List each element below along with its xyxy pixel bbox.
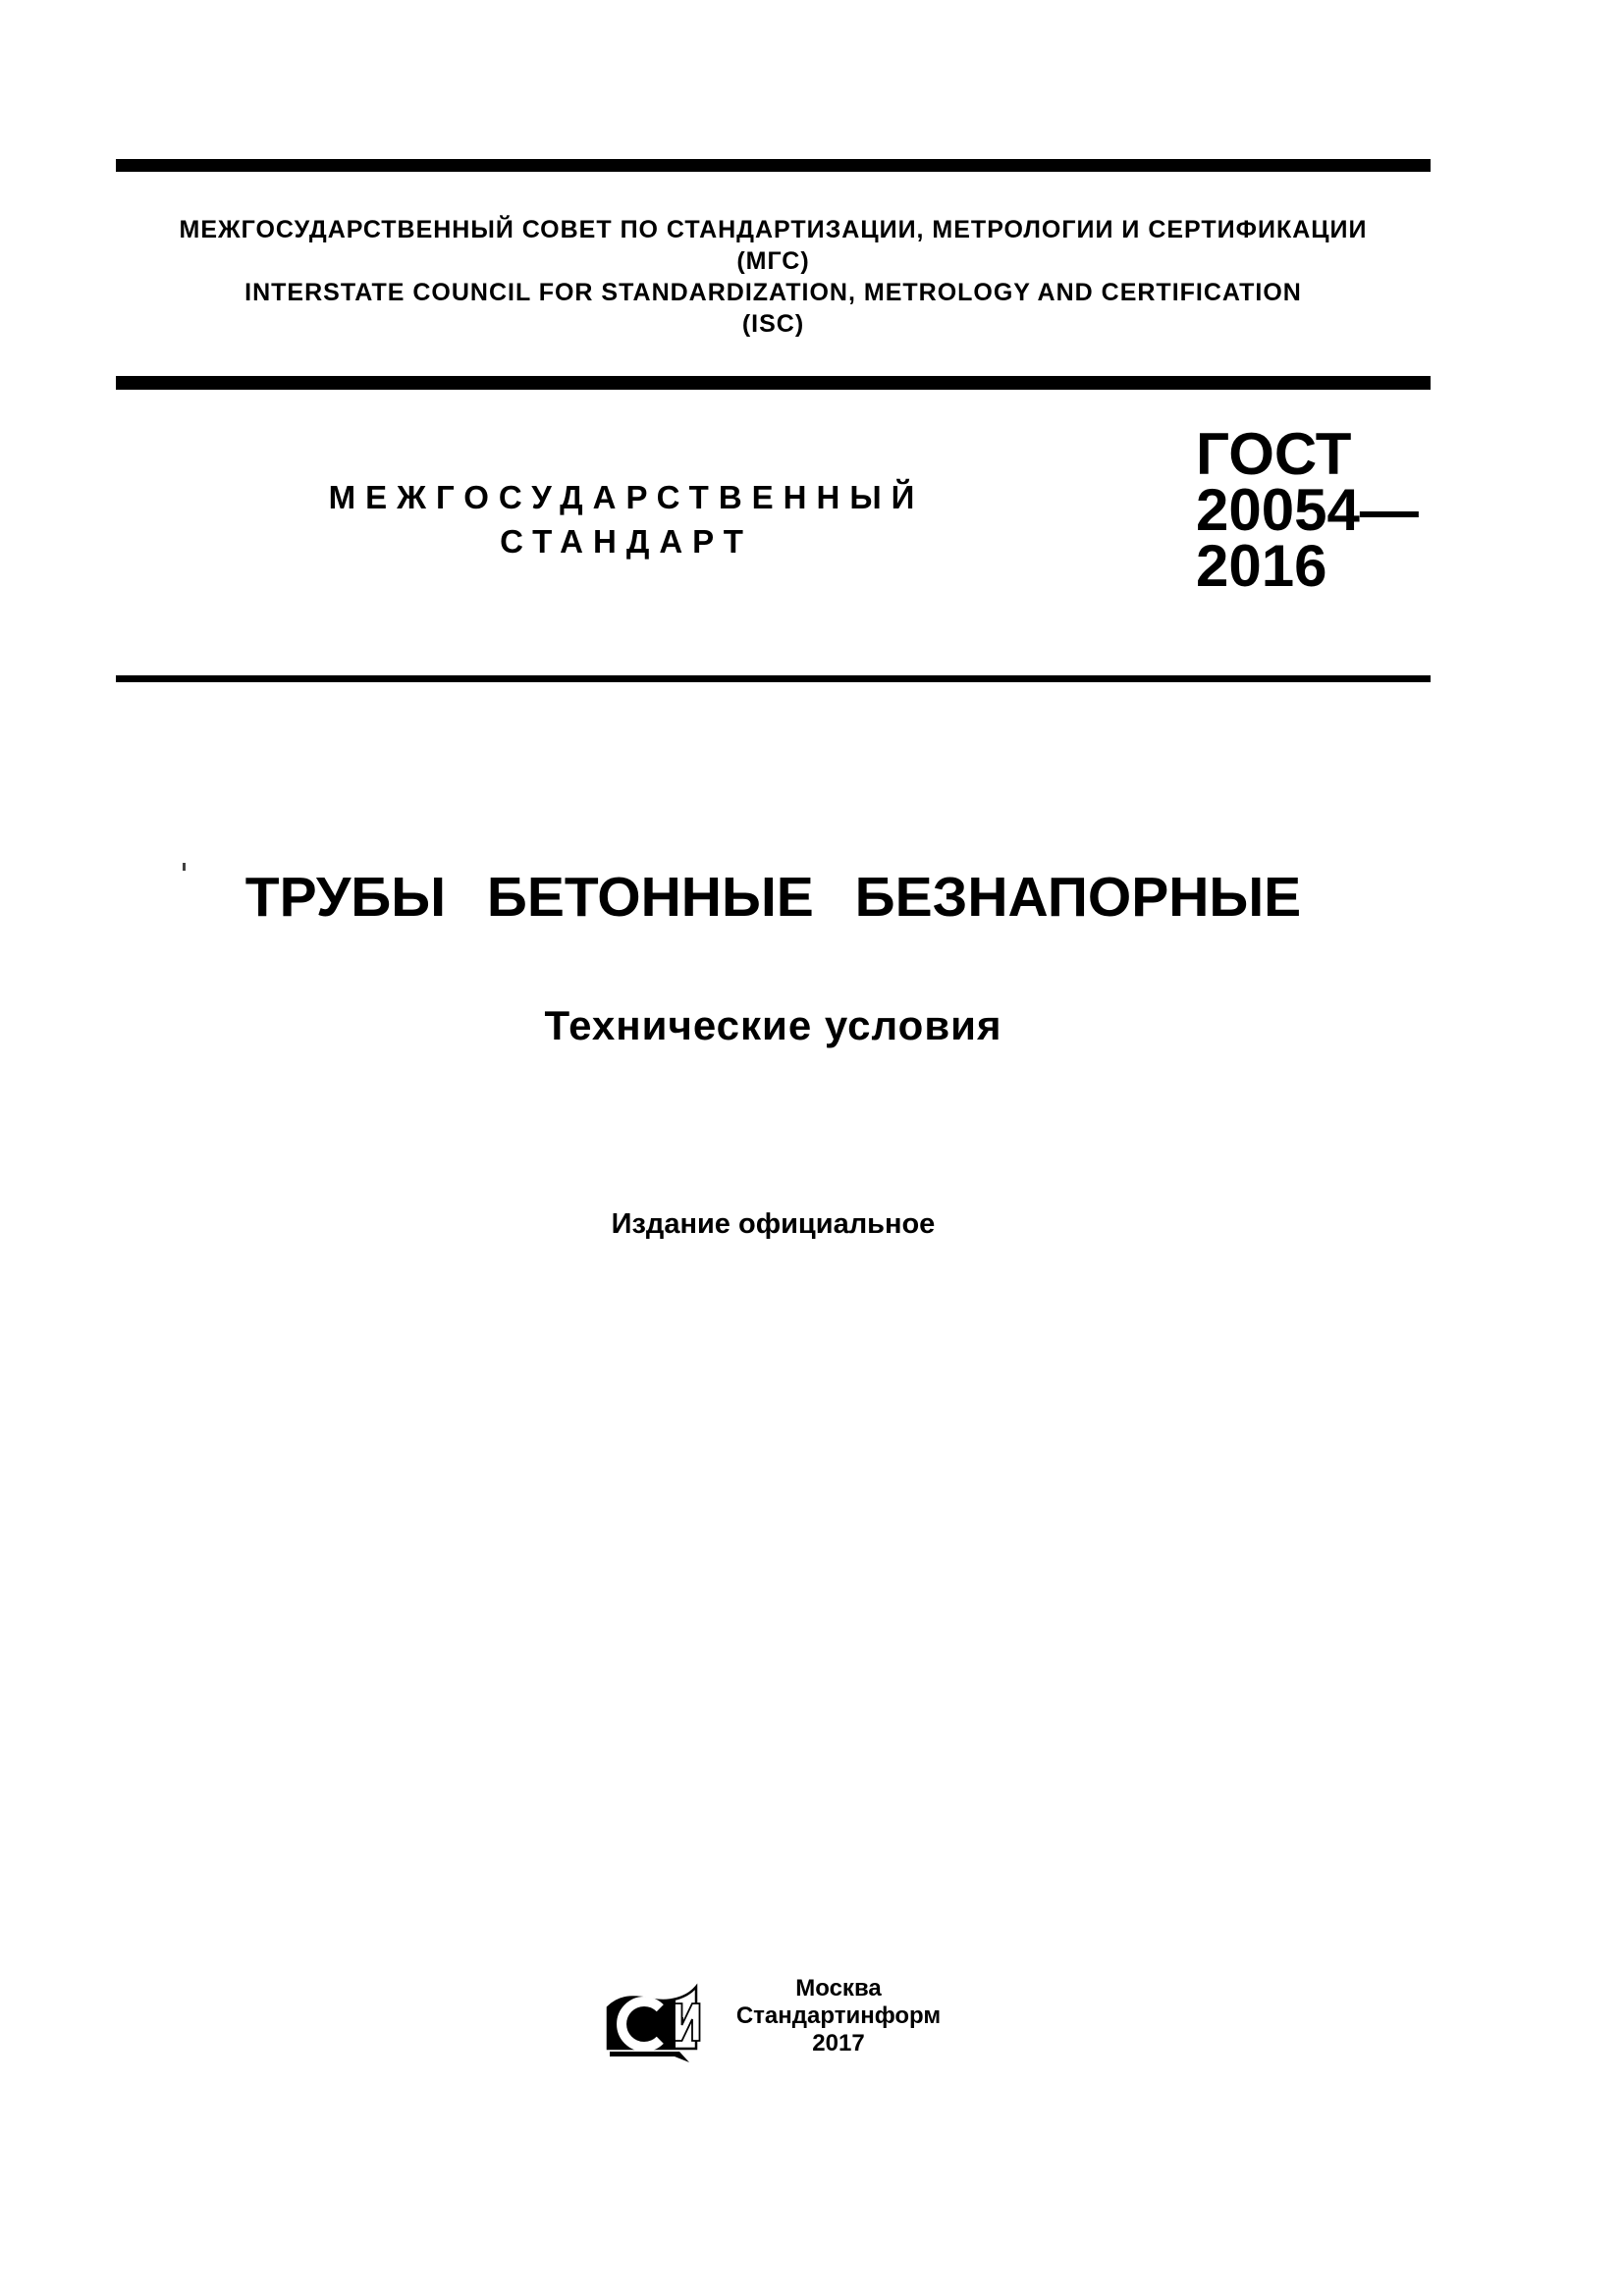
imprint-year: 2017	[812, 2030, 865, 2056]
imprint-block	[681, 1975, 996, 2057]
designation-line2: 20054—	[1196, 477, 1419, 543]
edition-note: Издание официальное	[611, 1208, 936, 1240]
standard-type-label	[116, 475, 1137, 563]
standard-type-line2: СТАНДАРТ	[500, 523, 753, 560]
header-rule-thick	[116, 376, 1431, 390]
document-subtitle: Технические условия	[544, 1002, 1002, 1048]
council-abbr-ru: (МГС)	[736, 247, 810, 275]
designation-rule-thin	[116, 675, 1431, 682]
top-rule-thick	[116, 159, 1431, 172]
designation-line1: ГОСТ	[1196, 421, 1352, 487]
imprint-city: Москва	[795, 1975, 882, 2002]
council-name-ru: МЕЖГОСУДАРСТВЕННЫЙ СОВЕТ ПО СТАНДАРТИЗАЦИИ, МЕТРОЛОГИИ И СЕРТИФИКАЦИИ	[179, 216, 1368, 243]
council-name-en: INTERSTATE COUNCIL FOR STANDARDIZATION, METROLOGY AND CERTIFICATION	[244, 279, 1302, 306]
designation-line3: 2016	[1196, 533, 1327, 599]
standard-designation	[1196, 421, 1419, 599]
document-title: ТРУБЫ БЕТОННЫЕ БЕЗНАПОРНЫЕ	[244, 866, 1302, 929]
council-header	[116, 214, 1431, 340]
logo-underline-tail	[610, 2052, 689, 2062]
imprint-publisher: Стандартинформ	[735, 2002, 942, 2029]
council-abbr-en: (ISC)	[741, 310, 805, 338]
standard-type-line1: МЕЖГОСУДАРСТВЕННЫЙ	[328, 479, 925, 515]
